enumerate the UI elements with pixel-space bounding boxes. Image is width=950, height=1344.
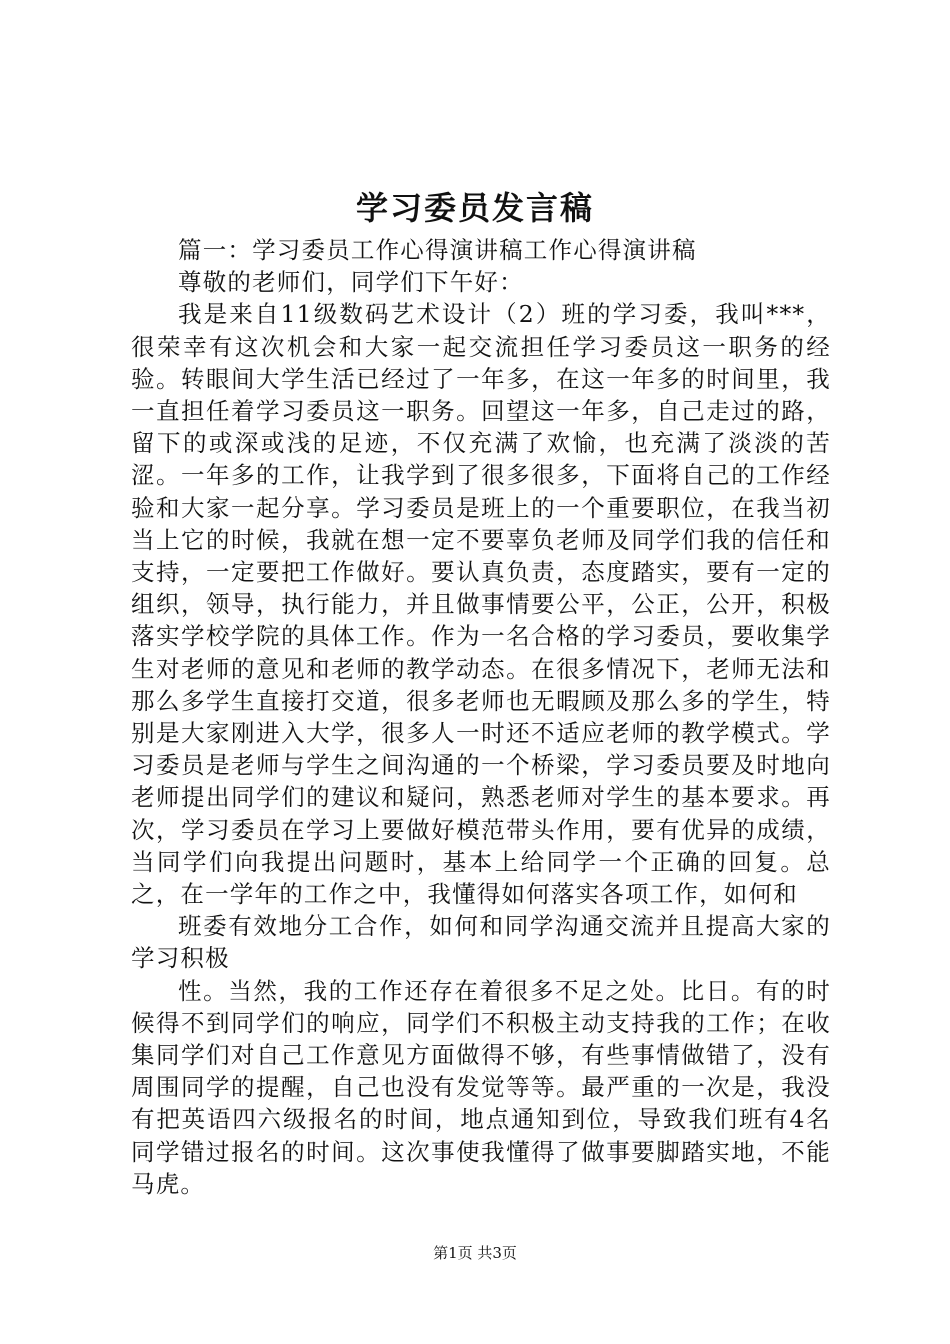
document-body: [131, 234, 831, 1200]
paragraph: 篇一：学习委员工作心得演讲稿工作心得演讲稿: [178, 236, 697, 264]
paragraph: 性。当然，我的工作还存在着很多不足之处。比日。有的时候得不到同学们的响应，同学们不积极主动支持我的工作；在收集同学们对自己工作意见方面做得不够，有些事情做错了，没有周围同学的提醒，自己也没有发觉等等。最严重的一次是，我没有把英语四六级报名的时间，地点通知到位，导致我们班有4名同学错过报名的时间。这次事使我懂得了做事要脚踏实地，不能马虎。: [131, 976, 831, 1198]
paragraph: 班委有效地分工合作，如何和同学沟通交流并且提高大家的学习积极: [131, 912, 831, 973]
paragraph: 尊敬的老师们，同学们下午好：: [178, 268, 524, 297]
paragraph: 我是来自11级数码艺术设计（2）班的学习委，我叫***，很荣幸有这次机会和大家一起交流担任学习委员这一职务的经验。转眼间大学生活已经过了一年多，在这一年多的时间里，我一直担任着学习委员这一职务。回望这一年多，自己走过的路，留下的或深或浅的足迹，不仅充满了欢愉，也充满了淡淡的苦涩。一年多的工作，让我学到了很多很多，下面将自己的工作经验和大家一起分享。学习委员是班上的一个重要职位，在我当初当上它的时候，我就在想一定不要辜负老师及同学们我的信任和支持，一定要把工作做好。要认真负责，态度踏实，要有一定的组织，领导，执行能力，并且做事情要公平，公正，公开，积极落实学校学院的具体工作。作为一名合格的学习委员，要收集学生对老师的意见和老师的教学动态。在很多情况下，老师无法和那么多学生直接打交道，很多老师也无暇顾及那么多的学生，特别是大家刚进入大学，很多人一时还不适应老师的教学模式。学习委员是老师与学生之间沟通的一个桥梁，学习委员要及时地向老师提出同学们的建议和疑问，熟悉老师对学生的基本要求。再次，学习委员在学习上要做好模范带头作用，要有优异的成绩，当同学们向我提出问题时，基本上给同学一个正确的回复。总之，在一学年的工作之中，我懂得如何落实各项工作，如何和: [131, 300, 831, 909]
page-footer: 第1页 共3页: [433, 1244, 517, 1262]
document-title: 学习委员发言稿: [355, 189, 594, 227]
